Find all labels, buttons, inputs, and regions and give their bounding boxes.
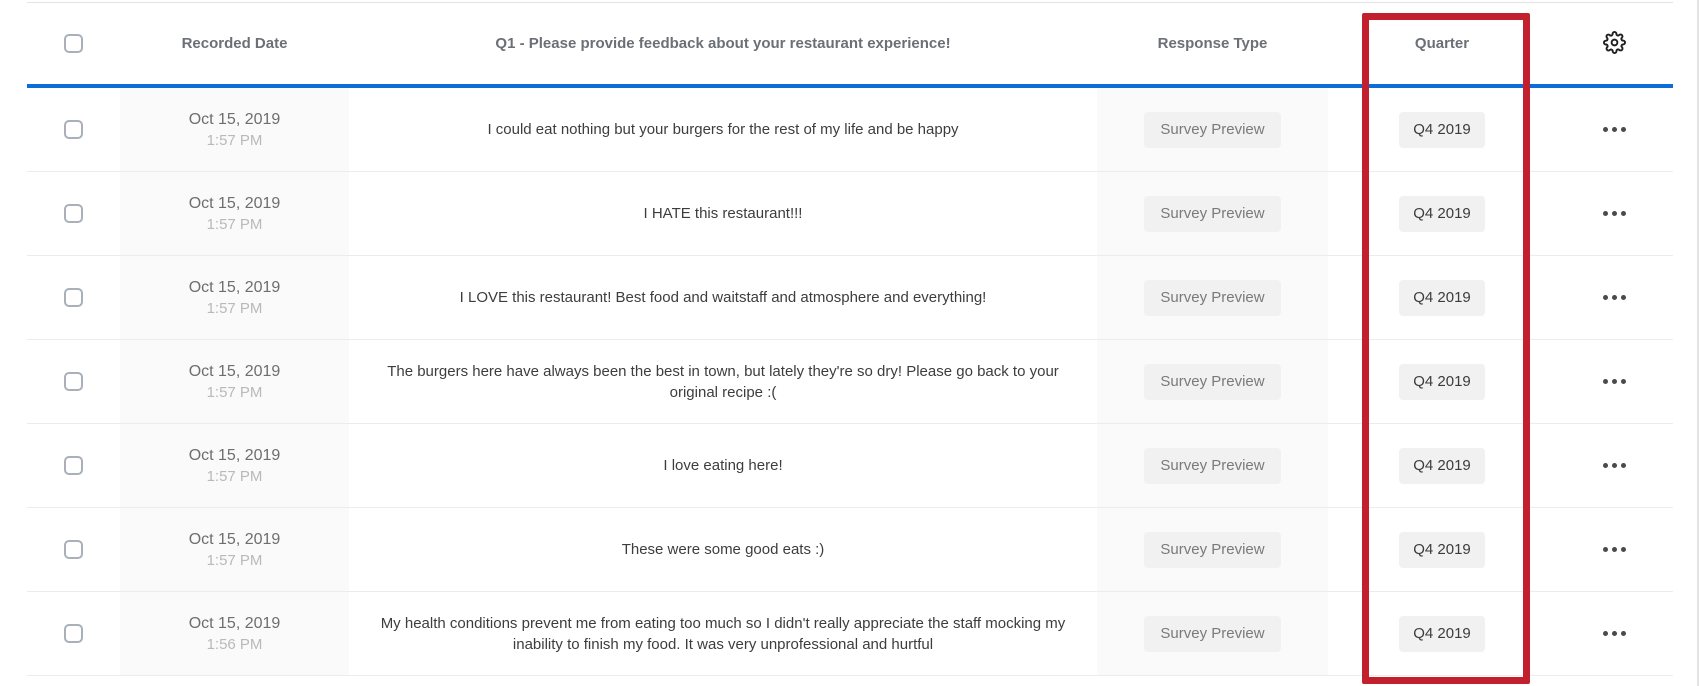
feedback-cell: I HATE this restaurant!!! xyxy=(643,205,803,222)
quarter-badge: Q4 2019 xyxy=(1399,112,1485,148)
quarter-cell xyxy=(1328,508,1556,591)
row-actions-button[interactable] xyxy=(1597,625,1632,642)
row-actions-button[interactable] xyxy=(1597,205,1632,222)
survey-preview-button[interactable]: Survey Preview xyxy=(1144,364,1280,400)
recorded-date-cell xyxy=(120,88,349,171)
response-type-cell xyxy=(1097,88,1328,171)
quarter-badge: Q4 2019 xyxy=(1399,196,1485,232)
recorded-date: Oct 15, 2019 xyxy=(188,110,281,128)
row-actions-button[interactable] xyxy=(1597,373,1632,390)
recorded-time: 1:57 PM xyxy=(206,467,263,485)
feedback-cell: I LOVE this restaurant! Best food and waitstaff and atmosphere and everything! xyxy=(459,289,987,306)
recorded-time: 1:57 PM xyxy=(206,383,263,401)
quarter-cell xyxy=(1328,172,1556,255)
quarter-badge: Q4 2019 xyxy=(1399,364,1485,400)
response-type-cell xyxy=(1097,592,1328,675)
column-header-label: Recorded Date xyxy=(181,35,288,52)
row-checkbox[interactable] xyxy=(64,624,83,643)
column-header-quarter[interactable] xyxy=(1328,3,1556,84)
column-header-label: Quarter xyxy=(1414,35,1470,52)
quarter-cell xyxy=(1328,424,1556,507)
row-checkbox[interactable] xyxy=(64,372,83,391)
column-header-label: Q1 - Please provide feedback about your restaurant experience! xyxy=(495,35,951,52)
recorded-date: Oct 15, 2019 xyxy=(188,194,281,212)
recorded-date: Oct 15, 2019 xyxy=(188,614,281,632)
quarter-cell xyxy=(1328,592,1556,675)
table-row[interactable] xyxy=(27,256,1673,340)
quarter-badge: Q4 2019 xyxy=(1399,448,1485,484)
row-actions-button[interactable] xyxy=(1597,457,1632,474)
survey-preview-button[interactable]: Survey Preview xyxy=(1144,532,1280,568)
ellipsis-icon xyxy=(1603,295,1626,300)
header-actions-cell xyxy=(1556,3,1673,84)
recorded-time: 1:57 PM xyxy=(206,551,263,569)
survey-preview-button[interactable]: Survey Preview xyxy=(1144,196,1280,232)
header-select-cell xyxy=(27,3,120,84)
quarter-cell xyxy=(1328,340,1556,423)
quarter-badge: Q4 2019 xyxy=(1399,280,1485,316)
select-all-checkbox[interactable] xyxy=(64,34,83,53)
survey-preview-button[interactable]: Survey Preview xyxy=(1144,280,1280,316)
survey-preview-button[interactable]: Survey Preview xyxy=(1144,616,1280,652)
recorded-date-cell xyxy=(120,592,349,675)
survey-preview-button[interactable]: Survey Preview xyxy=(1144,112,1280,148)
ellipsis-icon xyxy=(1603,463,1626,468)
row-checkbox[interactable] xyxy=(64,288,83,307)
recorded-date: Oct 15, 2019 xyxy=(188,446,281,464)
recorded-date: Oct 15, 2019 xyxy=(188,362,281,380)
recorded-time: 1:57 PM xyxy=(206,131,263,149)
table-row[interactable] xyxy=(27,424,1673,508)
table-header-row xyxy=(27,2,1673,88)
recorded-time: 1:57 PM xyxy=(206,215,263,233)
responses-table xyxy=(27,2,1673,676)
recorded-date: Oct 15, 2019 xyxy=(188,530,281,548)
feedback-cell: My health conditions prevent me from eating too much so I didn't really appreciate the staff mocking my inability to finish my food. It was very unprofessional and hurtful xyxy=(380,614,1066,653)
recorded-date-cell xyxy=(120,172,349,255)
feedback-cell: The burgers here have always been the best in town, but lately they're so dry! Please go back to your original recipe :( xyxy=(387,362,1059,401)
quarter-badge: Q4 2019 xyxy=(1399,616,1485,652)
ellipsis-icon xyxy=(1603,127,1626,132)
scrollbar-edge xyxy=(1697,0,1699,686)
recorded-date-cell xyxy=(120,256,349,339)
recorded-time: 1:56 PM xyxy=(206,635,263,653)
recorded-time: 1:57 PM xyxy=(206,299,263,317)
row-actions-button[interactable] xyxy=(1597,541,1632,558)
table-row[interactable] xyxy=(27,592,1673,676)
response-type-cell xyxy=(1097,256,1328,339)
ellipsis-icon xyxy=(1603,211,1626,216)
survey-preview-button[interactable]: Survey Preview xyxy=(1144,448,1280,484)
column-header-recorded-date[interactable] xyxy=(120,3,349,84)
table-settings-button[interactable] xyxy=(1597,25,1632,63)
column-header-response-type[interactable] xyxy=(1097,3,1328,84)
feedback-cell: These were some good eats :) xyxy=(621,541,825,558)
row-actions-button[interactable] xyxy=(1597,121,1632,138)
quarter-cell xyxy=(1328,256,1556,339)
response-type-cell xyxy=(1097,340,1328,423)
table-row[interactable] xyxy=(27,88,1673,172)
response-type-cell xyxy=(1097,508,1328,591)
response-type-cell xyxy=(1097,424,1328,507)
gear-icon xyxy=(1603,31,1626,57)
column-header-label: Response Type xyxy=(1157,35,1268,52)
table-row[interactable] xyxy=(27,508,1673,592)
response-type-cell xyxy=(1097,172,1328,255)
ellipsis-icon xyxy=(1603,379,1626,384)
row-checkbox[interactable] xyxy=(64,540,83,559)
row-actions-button[interactable] xyxy=(1597,289,1632,306)
ellipsis-icon xyxy=(1603,547,1626,552)
row-checkbox[interactable] xyxy=(64,204,83,223)
column-header-q1[interactable] xyxy=(349,3,1097,84)
feedback-cell: I could eat nothing but your burgers for the rest of my life and be happy xyxy=(487,121,959,138)
table-row[interactable] xyxy=(27,172,1673,256)
quarter-cell xyxy=(1328,88,1556,171)
recorded-date-cell xyxy=(120,508,349,591)
ellipsis-icon xyxy=(1603,631,1626,636)
row-checkbox[interactable] xyxy=(64,120,83,139)
quarter-badge: Q4 2019 xyxy=(1399,532,1485,568)
recorded-date: Oct 15, 2019 xyxy=(188,278,281,296)
feedback-cell: I love eating here! xyxy=(663,457,783,474)
recorded-date-cell xyxy=(120,424,349,507)
table-row[interactable] xyxy=(27,340,1673,424)
row-checkbox[interactable] xyxy=(64,456,83,475)
recorded-date-cell xyxy=(120,340,349,423)
